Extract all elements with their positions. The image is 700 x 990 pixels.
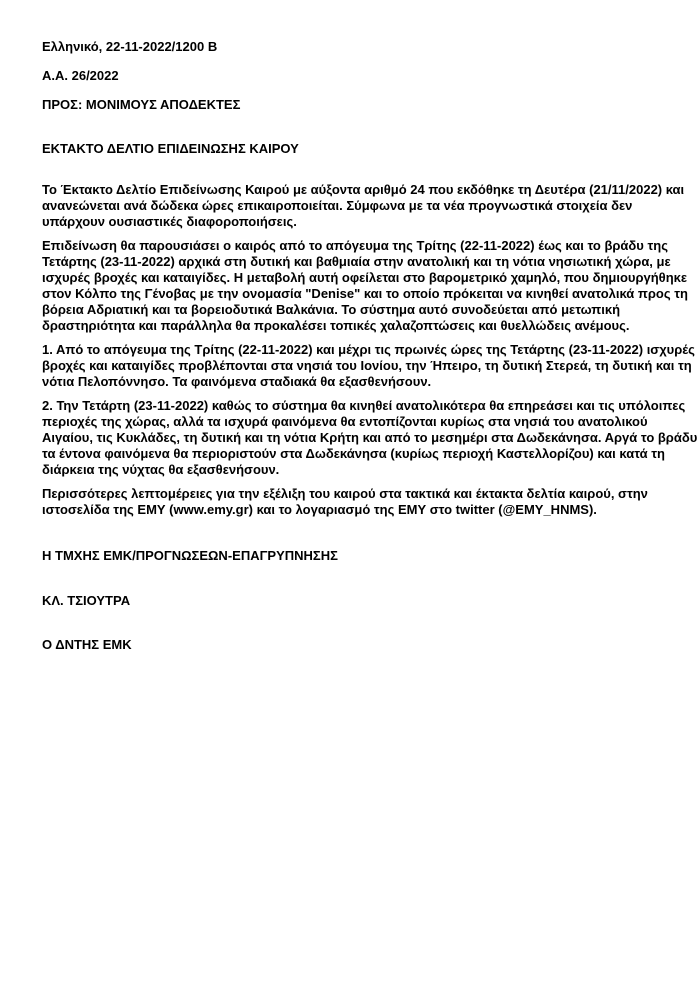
paragraph-phase-1: 1. Από το απόγευμα της Τρίτης (22-11-2022) και μέχρι τις πρωινές ώρες της Τετάρτης (23-11-2022) ισχυρές βροχές και καταιγίδες προβλέπονται στα νησιά του Ιονίου, την Ήπειρο, τη δυτική Στερεά, τη δυτική και τη νότια Πελοπόννησο. Τα φαινόμενα σταδιακά θα εξασθενήσουν.	[42, 342, 695, 389]
recipients-line: ΠΡΟΣ: ΜΟΝΙΜΟΥΣ ΑΠΟΔΕΚΤΕΣ	[42, 97, 241, 112]
place-date-line: Ελληνικό, 22-11-2022/1200 Β	[42, 39, 218, 54]
paragraph-more-details: Περισσότερες λεπτομέρειες για την εξέλιξη του καιρού στα τακτικά και έκτακτα δελτία καιρού, στην ιστοσελίδα της ΕΜΥ (www.emy.gr) και το λογαριασμό της ΕΜΥ στο twitter (@EMY_HNMS).	[42, 486, 648, 517]
protocol-number-line: Α.Α. 26/2022	[42, 68, 119, 83]
paragraph-phase-2: 2. Την Τετάρτη (23-11-2022) καθώς το σύστημα θα κινηθεί ανατολικότερα θα επηρεάσει και τις υπόλοιπες περιοχές της χώρας, αλλά τα ισχυρά φαινόμενα θα εντοπίζονται κυρίως στα νησιά του ανατολικού Αιγαίου, τις Κυκλάδες, τη δυτική και τη νότια Κρήτη και από το μεσημέρι στα Δωδεκάνησα. Αργά το βράδυ τα έντονα φαινόμενα θα περιοριστούν στα Δωδεκάνησα (κυρίως περιοχή Καστελλορίζου) και κατά τη διάρκεια της νύχτας θα εξασθενήσουν.	[42, 398, 698, 477]
signature-director-title: Ο ΔΝΤΗΣ ΕΜΚ	[42, 637, 132, 652]
bulletin-title: ΕΚΤΑΚΤΟ ΔΕΛΤΙΟ ΕΠΙΔΕΙΝΩΣΗΣ ΚΑΙΡΟΥ	[42, 141, 299, 156]
paragraph-update-notice: Το Έκτακτο Δελτίο Επιδείνωσης Καιρού με αύξοντα αριθμό 24 που εκδόθηκε τη Δευτέρα (21/11/2022) και ανανεώνεται ανά δώδεκα ώρες επικαιροποιείται. Σύμφωνα με τα νέα προγνωστικά στοιχεία δεν υπάρχουν ουσιαστικές διαφοροποιήσεις.	[42, 182, 685, 229]
signature-name: ΚΛ. ΤΣΙΟΥΤΡΑ	[42, 593, 131, 608]
signature-department: Η ΤΜΧΗΣ ΕΜΚ/ΠΡΟΓΝΩΣΕΩΝ-ΕΠΑΓΡΥΠΝΗΣΗΣ	[42, 548, 338, 563]
paragraph-synopsis: Επιδείνωση θα παρουσιάσει ο καιρός από το απόγευμα της Τρίτης (22-11-2022) έως και το βράδυ της Τετάρτης (23-11-2022) αρχικά στη δυτική και βαθμιαία στην ανατολική και τη νότια νησιωτική χώρα, με ισχυρές βροχές και καταιγίδες. Η μεταβολή αυτή οφείλεται στο βαρομετρικό χαμηλό, που δημιουργήθηκε στον Κόλπο της Γένοβας με την ονομασία "Denise" και το οποίο πρόκειται να κινηθεί ανατολικά προς τη βόρεια Αδριατική και τα βορειοδυτικά Βαλκάνια. Το σύστημα αυτό συνοδεύεται από μετωπική δραστηριότητα και παράλληλα θα προκαλέσει τοπικές χαλαζοπτώσεις και θυελλώδεις ανέμους.	[42, 238, 688, 333]
